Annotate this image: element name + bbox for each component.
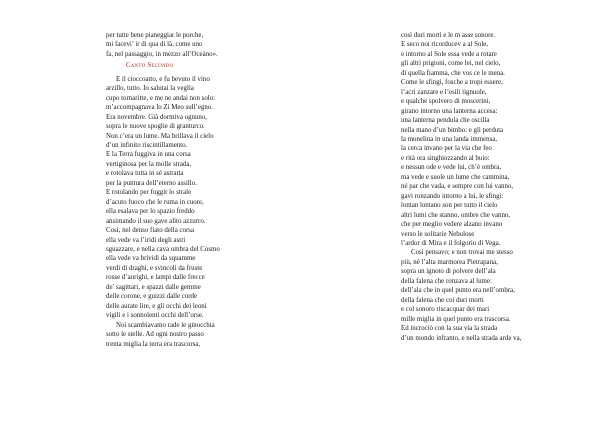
verse-line: rosse d’aurighi, e lampi dalle frecce (106, 274, 205, 282)
right-text-column (401, 31, 591, 343)
verse-line: più, né l’alta marmorea Pietrapana, (401, 258, 498, 266)
verse-line: altri lumi che stanno, ombre che vanno, (401, 211, 511, 219)
verse-line: arzillo, tutto. Io salutai la veglia (106, 85, 194, 93)
verse-line: per la puntura dell’eterno assillo. (106, 179, 197, 187)
verse-line: trenta miglia la terra era trascorsa, (106, 340, 201, 348)
verse-line: Come le sfingi, fosche a tropi essere, (401, 79, 503, 87)
verse-line: dell’ala che in quel punto era nell’ombra, (401, 287, 515, 295)
verse-line: E seco noi ricorducev a al Sole, (401, 41, 489, 49)
verse-line: della falena che coi duri morti (401, 296, 484, 304)
verse-line: ansimando il suo gave alito azzurro. (106, 217, 206, 225)
verse-line: Ed incrociò con la sua via la strada (401, 325, 498, 333)
verse-line: girano intorno una lanterna accesa: (401, 107, 498, 115)
verse-line: Noi scambiavamo rade le ginocchia (116, 321, 215, 329)
verse-line: sguazzare, e nella cava ombra del Cosmo (106, 245, 220, 253)
verse-line: gli altri prigioni, come lei, nel cielo, (401, 60, 501, 68)
verse-line: ma vede e suole un lume che cammina, (401, 173, 510, 181)
verse-line: gavi ronzando intorno a lui, le sfingi: (401, 192, 504, 200)
verse-line: la cerca invano per la via che feo (401, 145, 492, 153)
verse-line: sopra le nuove spoglie di granturco. (106, 123, 205, 131)
verse-line: verso le solitarie Nebulose (401, 230, 475, 238)
verse-line: fa, nel passaggio, in mezzo all’Oceàno». (106, 50, 218, 58)
verse-line: della falena che ronzava al lume: (401, 277, 492, 285)
verse-line: d’un mondo infranto, e nella strada arde va, (401, 334, 522, 342)
verse-line: d’acuto fuoco che le ruma in cuore, (106, 198, 204, 206)
verse-line: una lanterna pendula che oscilla (401, 117, 490, 125)
verse-line: Così pensavo; e non trovai me stesso (411, 249, 513, 257)
verse-line: delle aurate lire, e gli occhi dei leoni (106, 302, 207, 310)
verse-line: e rità ora singhiozzando al buio: (401, 154, 490, 162)
verse-line: per tutte bene pianeggiar le porche, (106, 32, 204, 39)
verse-line: de’ sagittari, e spazzi dalle gemme (106, 283, 201, 291)
verse-line: sotto le stelle. Ad ogni nostro passo (106, 331, 204, 339)
verse-line: mille miglia in quel punto era trascorsa. (401, 315, 511, 323)
verse-line: delle corone, e guizzi dalle corde (106, 293, 198, 301)
verse-line: verdi di draghi, e svincoli da fruste (106, 264, 203, 272)
verse-line: vertiginosa per la molle strada, (106, 160, 192, 168)
verse-line: l’ardor di Mira e il folgorio di Vega. (401, 239, 501, 247)
canto-heading: Canto Secondo (126, 62, 174, 70)
verse-line: cupo tornaritte, e me ne andai non solo: (106, 94, 216, 102)
verse-line: l’acri zanzare e l’esili tignuole, (401, 88, 487, 96)
verse-line: d’un infinito riscintillamento. (106, 141, 188, 149)
verse-line: e intorno al Sole essa vede a rotare (401, 50, 497, 58)
verse-line: mi facevi’ ir di qua di là, come uno (106, 41, 203, 49)
verse-line: vigili e i sonnolenti occhi dell’orse. (106, 312, 204, 320)
verse-line: sopra un ignoto di polvere dell’ala (401, 268, 496, 276)
verse-line: m’accompagnava lo Zi Meo sull’egno. (106, 104, 213, 112)
right-page (300, 0, 600, 424)
verse-line: e nessun ode e vede lui, ch’è ombra, (401, 164, 502, 172)
verse-line: così duri morti e le m asse sonore. (401, 32, 496, 39)
verse-line: nella mano d’un bimbo: e gli perduta (401, 126, 504, 134)
verse-line: e col sonoro riscacquar dei mari (401, 306, 490, 314)
verse-line: né par che vada, e sempre con lui vanno, (401, 183, 514, 191)
verse-line: lontan lontano son per tutto il cielo (401, 202, 498, 210)
verse-line: Non c’era un lume. Ma brillava il cielo (106, 132, 214, 140)
verse-line: Così, nel denso fiato della corsa (106, 227, 195, 235)
left-text-column (106, 31, 291, 349)
verse-line: E rotolando per fuggir lo strale (106, 189, 192, 197)
verse-line: la monelina in una landa immensa, (401, 135, 498, 143)
verse-line: di quella fiamma, che vos ce le mena. (401, 69, 505, 77)
verse-line: e qualche spolvero di moscerini, (401, 98, 491, 106)
verse-line: e rotolava tutta in sé astratta (106, 170, 184, 178)
verse-line: ella vede va l’iridi degli astri (106, 236, 186, 244)
verse-line: Era novembre. Già dormiva ognuno, (106, 113, 208, 121)
verse-line: che per meglio vedere alzano invano (401, 221, 503, 229)
verse-line: E il cioccoatto, e fu bevuto il vino (116, 75, 210, 83)
verse-line: E la Terra fuggiva in una corsa (106, 151, 191, 159)
verse-line: ella esalava per lo spazio freddo (106, 208, 195, 216)
verse-line: ella vede va brividi da squamme (106, 255, 196, 263)
